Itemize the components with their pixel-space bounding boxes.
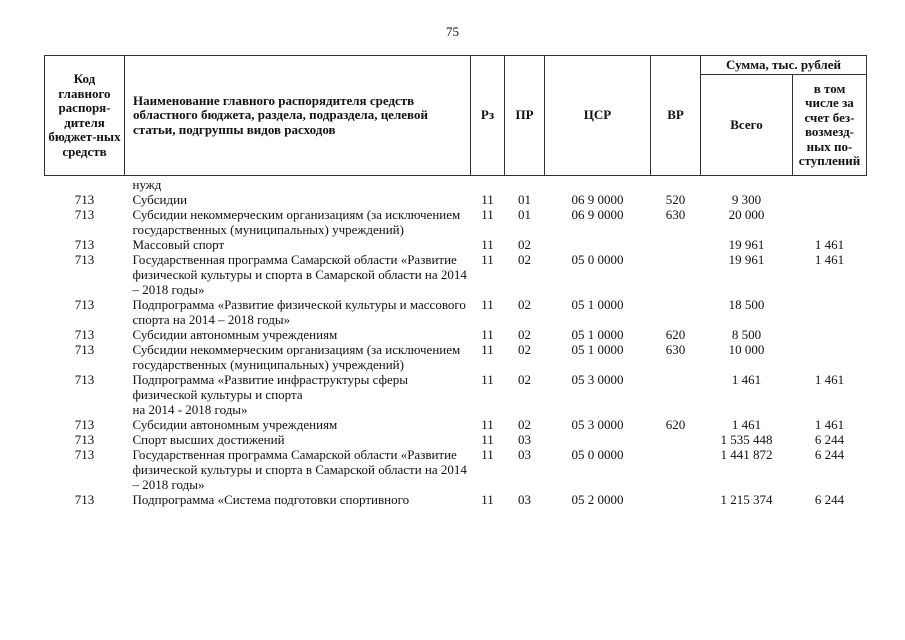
table-row [45, 207, 867, 237]
cell-name: Подпрограмма «Развитие инфраструктуры сферы физической культуры и спорта на 2014 - 2018 годы» [132, 372, 409, 417]
cell-rz: 11 [481, 492, 494, 507]
cell-total: 18 500 [728, 297, 765, 312]
cell-vr [651, 447, 701, 492]
cell-vr [651, 237, 701, 252]
cell-total: 1 461 [731, 417, 762, 432]
cell-rz: 11 [481, 207, 494, 222]
cell-name: Государственная программа Самарской области «Развитие физической культуры и спорта в Самарской области на 2014 – 2018 годы» [132, 252, 467, 297]
cell-pr: 02 [518, 342, 531, 357]
cell-grant [793, 327, 867, 342]
header-grant: в том числе за счет без-возмезд-ных по-ступлений [793, 75, 867, 176]
cell-grant: 6 244 [814, 492, 845, 507]
cell-grant: 1 461 [814, 237, 845, 252]
cell-total: 19 961 [728, 252, 765, 267]
table-row [45, 342, 867, 372]
cell-name: Массовый спорт [132, 237, 225, 252]
table-row [45, 447, 867, 492]
header-name: Наименование главного распорядителя средств областного бюджета, раздела, подраздела, целевой статьи, подгруппы видов расходов [125, 56, 471, 176]
cell-csr: 05 1 0000 [571, 342, 624, 357]
cell-rz: 11 [481, 252, 494, 267]
cell-pr: 02 [518, 327, 531, 342]
header-vr: ВР [651, 56, 701, 176]
cell-total: 20 000 [728, 207, 765, 222]
table-row [45, 297, 867, 327]
cell-pr: 02 [518, 417, 531, 432]
cell-rz: 11 [481, 372, 494, 387]
cell-csr: 06 9 0000 [571, 207, 624, 222]
continuation-text: нужд [132, 177, 162, 192]
budget-table [44, 55, 867, 507]
header-csr: ЦСР [545, 56, 651, 176]
header-code: Код главного распоря-дителя бюджет-ных средств [45, 56, 125, 176]
cell-rz: 11 [481, 417, 494, 432]
cell-csr: 05 3 0000 [571, 372, 624, 387]
cell-name: Субсидии автономным учреждениям [132, 417, 338, 432]
page-number: 75 [446, 24, 459, 39]
cell-grant [793, 192, 867, 207]
cell-rz: 11 [481, 432, 494, 447]
cell-pr: 03 [518, 447, 531, 462]
cell-vr: 630 [665, 342, 686, 357]
cell-vr [651, 492, 701, 507]
cell-total: 19 961 [728, 237, 765, 252]
cell-vr: 630 [665, 207, 686, 222]
cell-pr: 02 [518, 372, 531, 387]
cell-pr: 02 [518, 297, 531, 312]
cell-code: 713 [74, 297, 95, 312]
table-header [45, 56, 867, 176]
cell-pr: 02 [518, 252, 531, 267]
cell-code: 713 [74, 237, 95, 252]
cell-csr: 05 0 0000 [571, 252, 624, 267]
cell-grant: 1 461 [814, 252, 845, 267]
cell-code: 713 [74, 417, 95, 432]
cell-total: 1 461 [731, 372, 762, 387]
cell-vr [651, 372, 701, 417]
cell-vr: 620 [665, 417, 686, 432]
cell-pr: 01 [518, 192, 531, 207]
table-row [45, 192, 867, 207]
cell-csr [545, 237, 651, 252]
cell-total: 1 215 374 [720, 492, 773, 507]
cell-code: 713 [74, 432, 95, 447]
cell-grant: 6 244 [814, 447, 845, 462]
cell-grant [793, 207, 867, 237]
table-body [45, 176, 867, 508]
cell-pr: 03 [518, 492, 531, 507]
cell-code: 713 [74, 447, 95, 462]
cell-rz: 11 [481, 447, 494, 462]
table-row [45, 327, 867, 342]
cell-pr: 02 [518, 237, 531, 252]
table-row [45, 492, 867, 507]
cell-csr: 05 0 0000 [571, 447, 624, 462]
table-row [45, 417, 867, 432]
cell-vr [651, 297, 701, 327]
cell-csr: 05 1 0000 [571, 297, 624, 312]
cell-code: 713 [74, 252, 95, 267]
cell-csr: 05 3 0000 [571, 417, 624, 432]
cell-csr [545, 432, 651, 447]
cell-grant: 6 244 [814, 432, 845, 447]
cell-grant: 1 461 [814, 372, 845, 387]
cell-vr [651, 432, 701, 447]
cell-rz: 11 [481, 327, 494, 342]
cell-total: 9 300 [731, 192, 762, 207]
header-total: Всего [701, 75, 793, 176]
cell-grant [793, 342, 867, 372]
cell-rz: 11 [481, 342, 494, 357]
cell-vr: 620 [665, 327, 686, 342]
cell-code: 713 [74, 492, 95, 507]
cell-name: Спорт высших достижений [132, 432, 285, 447]
cell-code: 713 [74, 342, 95, 357]
cell-name: Государственная программа Самарской области «Развитие физической культуры и спорта в Самарской области на 2014 – 2018 годы» [132, 447, 467, 492]
cell-code: 713 [74, 207, 95, 222]
cell-code: 713 [74, 372, 95, 387]
cell-total: 8 500 [731, 327, 762, 342]
cell-code: 713 [74, 192, 95, 207]
header-rz: Рз [471, 56, 505, 176]
cell-vr [651, 252, 701, 297]
table-row [45, 432, 867, 447]
cell-code: 713 [74, 327, 95, 342]
cell-grant [793, 297, 867, 327]
cell-csr: 06 9 0000 [571, 192, 624, 207]
cell-total: 1 535 448 [720, 432, 773, 447]
cell-grant: 1 461 [814, 417, 845, 432]
cell-name: Субсидии некоммерческим организациям (за исключением государственных (муниципальных) учреждений) [132, 207, 461, 237]
table-row [45, 237, 867, 252]
cell-pr: 01 [518, 207, 531, 222]
cell-name: Субсидии [132, 192, 188, 207]
cell-name: Подпрограмма «Система подготовки спортивного [132, 492, 410, 507]
cell-total: 1 441 872 [720, 447, 773, 462]
cell-vr: 520 [665, 192, 686, 207]
cell-csr: 05 2 0000 [571, 492, 624, 507]
cell-rz: 11 [481, 192, 494, 207]
cell-rz: 11 [481, 297, 494, 312]
cell-name: Подпрограмма «Развитие физической культуры и массового спорта на 2014 – 2018 годы» [132, 297, 466, 327]
cell-name: Субсидии некоммерческим организациям (за исключением государственных (муниципальных) учреждений) [132, 342, 461, 372]
cell-rz: 11 [481, 237, 494, 252]
header-pr: ПР [505, 56, 545, 176]
cell-total: 10 000 [728, 342, 765, 357]
cell-name: Субсидии автономным учреждениям [132, 327, 338, 342]
continuation-row [45, 176, 867, 193]
table-row [45, 252, 867, 297]
table-row [45, 372, 867, 417]
header-sum: Сумма, тыс. рублей [701, 56, 867, 75]
cell-csr: 05 1 0000 [571, 327, 624, 342]
cell-pr: 03 [518, 432, 531, 447]
